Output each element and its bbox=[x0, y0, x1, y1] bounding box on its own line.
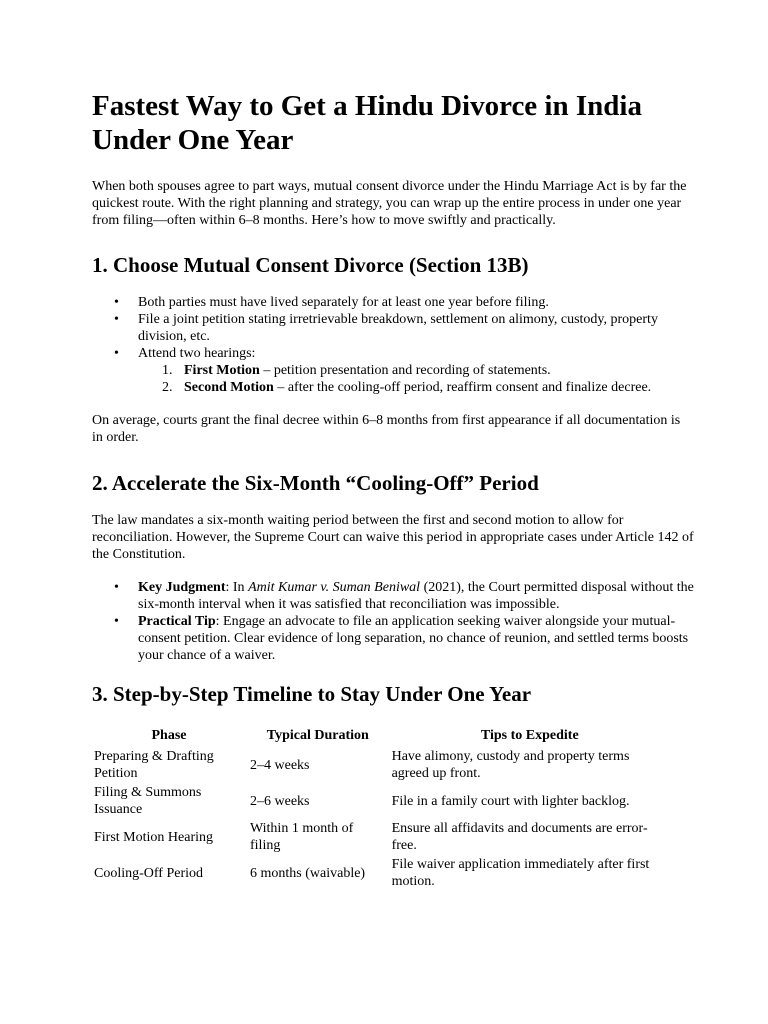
case-name: Amit Kumar v. Suman Beniwal bbox=[248, 580, 421, 595]
tips-cell: File in a family court with lighter backlog. bbox=[391, 793, 630, 809]
column-header-duration: Typical Duration bbox=[266, 728, 369, 743]
intro-paragraph: When both spouses agree to part ways, mutual consent divorce under the Hindu Marriage Act is by far the quickest route. With the right planning and strategy, you can wrap up the entire process in under one year from filing—often within 6–8 months. Here’s how to move swiftly and practically. bbox=[92, 179, 687, 228]
table-header-row bbox=[91, 727, 671, 747]
section-1-bullet-list bbox=[92, 294, 694, 396]
list-item bbox=[138, 613, 694, 664]
list-item: • Both parties must have lived separately for at least one year before filing. bbox=[138, 294, 694, 311]
first-motion-label: First Motion bbox=[184, 363, 260, 378]
list-number: 1. bbox=[162, 363, 173, 378]
duration-cell: 2–6 weeks bbox=[250, 793, 310, 809]
phase-cell: Cooling-Off Period bbox=[94, 865, 204, 881]
section-1-closing: On average, courts grant the final decree within 6–8 months from first appearance if all documentation is in order. bbox=[92, 413, 681, 445]
section-3-heading: 3. Step-by-Step Timeline to Stay Under One Year bbox=[92, 682, 532, 706]
table-row bbox=[91, 783, 671, 819]
list-item: • File a joint petition stating irretrievable breakdown, settlement on alimony, custody, property division, etc. bbox=[138, 311, 694, 345]
duration-cell: 2–4 weeks bbox=[250, 757, 310, 773]
list-item bbox=[162, 362, 694, 379]
second-motion-text: – after the cooling-off period, reaffirm consent and finalize decree. bbox=[273, 380, 652, 395]
section-2-heading: 2. Accelerate the Six-Month “Cooling-Off” Period bbox=[92, 471, 539, 495]
practical-tip-label: Practical Tip bbox=[138, 614, 216, 629]
hearings-intro: Attend two hearings: bbox=[138, 346, 256, 361]
phase-cell: Preparing & Drafting Petition bbox=[94, 749, 214, 781]
first-motion-text: – petition presentation and recording of statements. bbox=[259, 363, 551, 378]
timeline-table bbox=[91, 727, 671, 891]
practical-tip-text: : Engage an advocate to file an application seeking waiver alongside your mutual-consent petition. Clear evidence of long separation, no chance of reunion, and settled terms boosts your chance of a waiver. bbox=[138, 614, 689, 663]
hearings-list bbox=[138, 362, 694, 396]
duration-cell: 6 months (waivable) bbox=[250, 865, 366, 881]
second-motion-label: Second Motion bbox=[184, 380, 274, 395]
column-header-tips: Tips to Expedite bbox=[480, 728, 579, 743]
list-item bbox=[138, 579, 694, 613]
table-row bbox=[91, 747, 671, 783]
tips-cell: Have alimony, custody and property terms agreed up front. bbox=[391, 749, 630, 781]
list-number: 2. bbox=[162, 380, 173, 395]
list-item bbox=[162, 379, 694, 396]
duration-cell: Within 1 month of filing bbox=[250, 821, 354, 853]
table-row bbox=[91, 819, 671, 855]
section-1-heading: 1. Choose Mutual Consent Divorce (Section 13B) bbox=[92, 253, 529, 277]
key-judgment-text: (2021), the Court permitted disposal without the six-month interval when it was satisfied that reconciliation was impossible. bbox=[138, 580, 694, 612]
table-row bbox=[91, 855, 671, 891]
phase-cell: Filing & Summons Issuance bbox=[94, 785, 202, 817]
section-2-bullet-list bbox=[92, 579, 694, 664]
column-header-phase: Phase bbox=[151, 728, 187, 743]
tips-cell: Ensure all affidavits and documents are error-free. bbox=[391, 821, 648, 853]
key-judgment-pre: : In bbox=[225, 580, 249, 595]
list-item bbox=[138, 345, 694, 396]
section-2-paragraph: The law mandates a six-month waiting period between the first and second motion to allow for reconciliation. However, the Supreme Court can waive this period in appropriate cases under Article 142 of the Constitution. bbox=[92, 513, 694, 562]
tips-cell: File waiver application immediately after first motion. bbox=[391, 857, 650, 889]
phase-cell: First Motion Hearing bbox=[94, 829, 213, 845]
document-title: Fastest Way to Get a Hindu Divorce in India Under One Year bbox=[92, 90, 642, 156]
key-judgment-label: Key Judgment bbox=[138, 580, 226, 595]
